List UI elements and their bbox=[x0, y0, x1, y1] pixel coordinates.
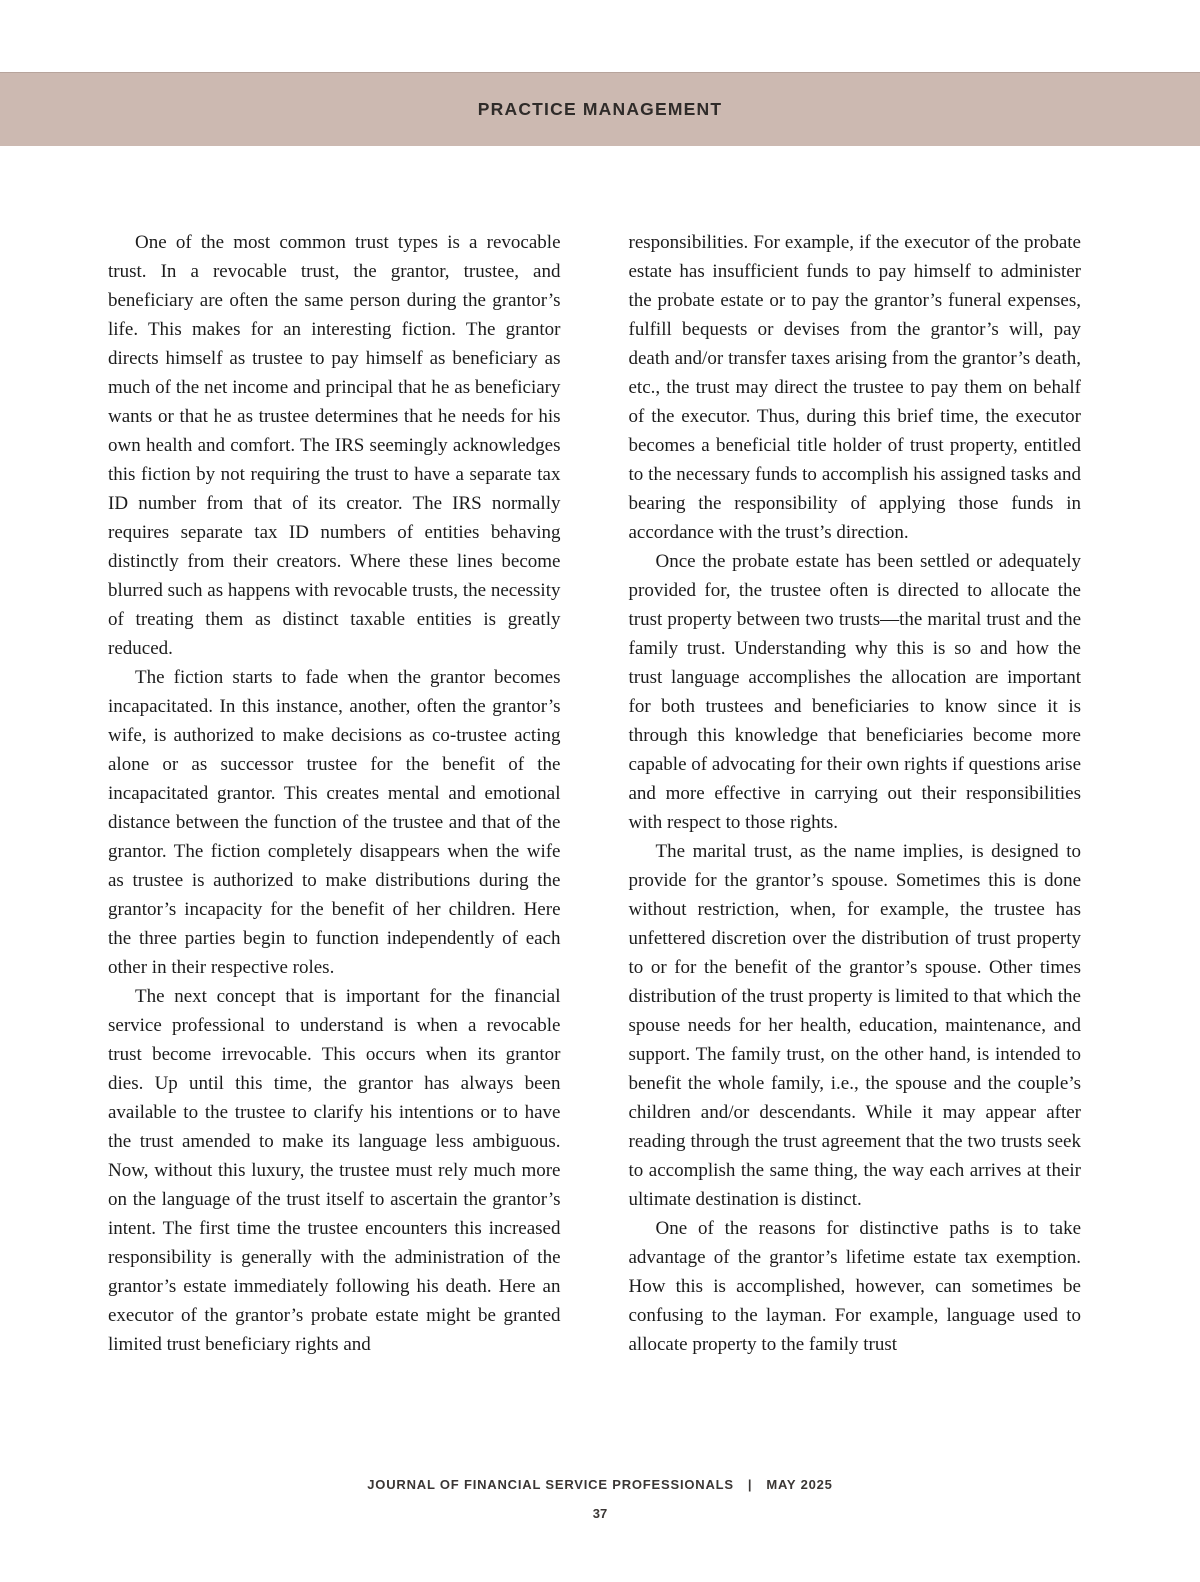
footer-journal-name: JOURNAL OF FINANCIAL SERVICE PROFESSIONALS bbox=[367, 1477, 734, 1492]
paragraph: The fiction starts to fade when the grantor becomes incapacitated. In this instance, another, often the grantor’s wife, is authorized to make decisions as co-trustee acting alone or as successor trustee for the benefit of the incapacitated grantor. This creates mental and emotional distance between the function of the trustee and that of the grantor. The fiction completely disappears when the wife as trustee is authorized to make distributions during the grantor’s incapacity for the benefit of her children. Here the three parties begin to function independently of each other in their respective roles. bbox=[108, 667, 561, 978]
section-title: PRACTICE MANAGEMENT bbox=[477, 99, 723, 119]
footer-separator: | bbox=[747, 1477, 753, 1492]
paragraph: Once the probate estate has been settled or adequately provided for, the trustee often is directed to allocate the trust property between two trusts—the marital trust and the family trust. Understanding why this is so and how the trust language accomplishes the allocation are important for both trustees and beneficiaries to know since it is through this knowledge that beneficiaries become more capable of advocating for their own rights if questions arise and more effective in carrying out their responsibilities with respect to those rights. bbox=[628, 551, 1081, 833]
paragraph: One of the reasons for distinctive paths is to take advantage of the grantor’s lifetime estate tax exemption. How this is accomplished, however, can sometimes be confusing to the layman. For example, language used to allocate property to the family trust bbox=[628, 1218, 1081, 1355]
running-head-band bbox=[0, 72, 1200, 146]
article-column-right bbox=[629, 228, 1082, 1359]
paragraph: responsibilities. For example, if the executor of the probate estate has insufficient funds to pay himself to administer the probate estate or to pay the grantor’s funeral expenses, fulfill bequests or devises from the grantor’s will, pay death and/or transfer taxes arising from the grantor’s death, etc., the trust may direct the trustee to pay them on behalf of the executor. Thus, during this brief time, the executor becomes a beneficial title holder of trust property, entitled to the necessary funds to accomplish his assigned tasks and bearing the responsibility of applying those funds in accordance with the trust’s direction. bbox=[628, 232, 1081, 543]
footer-issue-date: MAY 2025 bbox=[766, 1477, 833, 1492]
article-body bbox=[108, 228, 1081, 1359]
page-number: 37 bbox=[592, 1506, 608, 1521]
article-column-left bbox=[108, 228, 561, 1359]
page-footer bbox=[0, 1477, 1200, 1492]
paragraph: The marital trust, as the name implies, is designed to provide for the grantor’s spouse. Sometimes this is done without restriction, when, for example, the trustee has unfettered discretion over the distribution of trust property to or for the benefit of the grantor’s spouse. Other times distribution of the trust property is limited to that which the spouse needs for her health, education, maintenance, and support. The family trust, on the other hand, is intended to benefit the whole family, i.e., the spouse and the couple’s children and/or descendants. While it may appear after reading through the trust agreement that the two trusts seek to accomplish the same thing, the way each arrives at their ultimate destination is distinct. bbox=[628, 841, 1081, 1210]
paragraph: The next concept that is important for the financial service professional to understand is when a revocable trust become irrevocable. This occurs when its grantor dies. Up until this time, the grantor has always been available to the trustee to clarify his intentions or to have the trust amended to make its language less ambiguous. Now, without this luxury, the trustee must rely much more on the language of the trust itself to ascertain the grantor’s intent. The first time the trustee encounters this increased responsibility is generally with the administration of the grantor’s estate immediately following his death. Here an executor of the grantor’s probate estate might be granted limited trust beneficiary rights and bbox=[108, 986, 561, 1355]
paragraph: One of the most common trust types is a revocable trust. In a revocable trust, the grantor, trustee, and beneficiary are often the same person during the grantor’s life. This makes for an interesting fiction. The grantor directs himself as trustee to pay himself as beneficiary as much of the net income and principal that he as beneficiary wants or that he as trustee determines that he needs for his own health and comfort. The IRS seemingly acknowledges this fiction by not requiring the trust to have a separate tax ID number from that of its creator. The IRS normally requires separate tax ID numbers of entities behaving distinctly from their creators. Where these lines become blurred such as happens with revocable trusts, the necessity of treating them as distinct taxable entities is greatly reduced. bbox=[108, 232, 561, 659]
